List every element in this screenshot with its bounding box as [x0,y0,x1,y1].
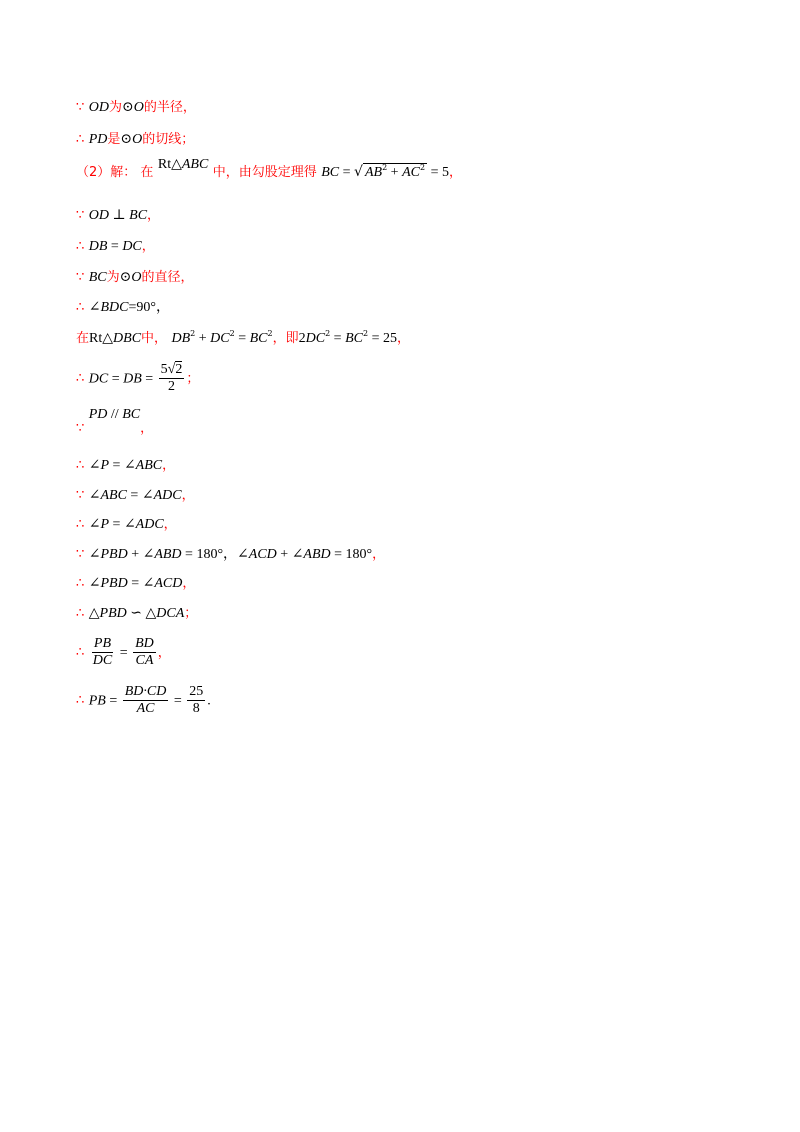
angle-icon: ∠ [141,488,154,503]
exponent: 2 [419,163,426,172]
fraction [123,684,169,717]
text-wei: 为 [106,270,120,285]
comma: ， [448,165,462,180]
part-2-label: （2）解： 在 [76,165,154,180]
therefore-symbol: ∴ [76,644,85,660]
proof-line-1 [76,98,196,117]
comma: ， [140,421,154,436]
segment-db: DB [123,371,142,387]
coefficient: 2 [298,331,306,346]
proof-line-4 [76,206,160,225]
angle-icon: ∠ [142,576,155,591]
segment-db: DB [88,239,108,254]
circle-icon: ⊙ [120,132,133,147]
proof-line-16 [76,604,197,623]
angle-abd: ABD [303,547,331,562]
segment-bc: BC [122,407,141,422]
fraction-numerator: BD [135,636,154,651]
fraction-numerator: BD·CD [124,684,167,699]
segment-db: DB [171,331,191,346]
circle-name: O [132,132,143,147]
segment-bc: BC [129,208,148,223]
circle-name: O [133,100,144,115]
segment-pb: PB [88,693,106,709]
fraction-denominator: DC [92,653,113,668]
fraction-denominator: CA [135,653,154,668]
equals-sign: = [116,645,132,661]
triangle-icon: △ [145,606,157,621]
proof-line-5 [76,237,155,256]
angle-p: P [100,458,110,473]
semicolon: ； [184,606,198,621]
equals-sign: = [107,239,123,254]
rt-label: Rt [89,331,103,346]
angle-icon: ∠ [291,547,304,562]
circle-icon: ⊙ [121,100,134,115]
segment-bc: BC [345,331,363,346]
text-tangent: 的切线； [142,132,195,147]
proof-line-10 [76,405,154,436]
plus-sign: + [387,165,403,180]
text-ji: ，即 [272,331,299,346]
angle-adc: ADC [135,517,164,532]
equals-sign: = [141,371,157,387]
angle-abd: ABD [154,547,182,562]
segment-ab: AB [364,165,383,180]
angle-abc: ABC [135,458,163,473]
because-symbol: ∵ [76,208,85,223]
because-symbol: ∵ [76,421,85,436]
angle-pbd: PBD [100,547,128,562]
fraction-denominator: AC [136,701,155,716]
equals-sign: = [339,165,355,180]
segment-pd: PD [88,132,108,147]
comma: ， [162,458,176,473]
therefore-symbol: ∴ [76,517,85,532]
fraction: $\frac{5√2}{2}$ [160,362,183,394]
text-pythagoras: 中，由勾股定理得 [212,165,317,180]
segment-dc: DC [305,331,326,346]
comma: ， [157,645,171,661]
proof-line-14 [76,545,385,564]
plus-sign: + [127,547,143,562]
equals-sign: = [170,693,186,709]
proof-line-8 [76,329,410,348]
proof-line-3 [76,157,462,182]
triangle-icon: △ [88,606,100,621]
segment-pd: PD [88,407,108,422]
proof-line-9 [76,362,199,395]
angle-p: P [100,517,110,532]
angle-icon: ∠ [88,458,101,473]
text-diameter: 的直径， [141,270,194,285]
angle-icon: ∠ [88,517,101,532]
circle-icon: ⊙ [119,270,132,285]
angle-acd: ACD [154,576,183,591]
angle-value: =90°， [128,300,170,315]
because-symbol: ∵ [76,100,85,115]
angle-icon: ∠ [142,547,155,562]
equals-sign: = [105,693,121,709]
fraction [133,636,156,669]
perpendicular-icon: ⊥ [108,208,130,223]
angle-icon: ∠ [123,517,136,532]
equals-sign: = [234,331,250,346]
radicand: 2 [175,362,183,377]
segment-bc: BC [321,165,340,180]
fraction [91,636,114,669]
therefore-symbol: ∴ [76,370,85,386]
proof-line-2 [76,130,194,149]
equals-sign: = [108,371,124,387]
angle-acd: ACD [248,547,277,562]
fraction-numerator: PB [93,636,112,651]
therefore-symbol: ∴ [76,606,85,621]
exponent: 2 [362,329,369,338]
angle-icon: ∠ [88,488,101,503]
because-symbol: ∵ [76,488,85,503]
angle-icon: ∠ [123,458,136,473]
comma: ， [372,547,386,562]
angle-bdc: BDC [100,300,129,315]
fraction-numerator: 5 [160,362,168,377]
angle-icon: ∠ [237,547,249,562]
triangle-dca: DCA [156,606,185,621]
equals-sign: = [109,517,124,532]
sqrt-expression: √ $AB^2 + AC^2$ [354,163,426,180]
equals-sign: = [109,458,124,473]
angle-icon: ∠ [88,547,101,562]
proof-line-17 [76,636,171,669]
text-wei: 为 [108,100,122,115]
therefore-symbol: ∴ [76,458,85,473]
equals-sign: = [330,331,346,346]
therefore-symbol: ∴ [76,576,85,591]
text-radius: 的半径， [143,100,196,115]
triangle-pbd: PBD [99,606,127,621]
angle-sum: = 180° [330,547,373,562]
semicolon: ； [186,371,200,387]
period: . [207,693,211,709]
angle-pbd: PBD [100,576,128,591]
therefore-symbol: ∴ [76,132,85,147]
angle-abc: ABC [100,488,127,503]
triangle-dbc: DBC [113,331,142,346]
exponent: 2 [190,329,196,338]
fraction-numerator: 25 [189,684,204,699]
fraction-denominator: 8 [192,701,200,716]
proof-line-6 [76,268,194,287]
proof-line-11 [76,456,175,475]
because-symbol: ∵ [76,547,85,562]
therefore-symbol: ∴ [76,300,85,315]
comma: ， [147,208,161,223]
text-zhong: 中， [141,331,168,346]
triangle-icon: △ [171,157,182,172]
segment-dc: DC [122,239,142,254]
exponent: 2 [267,329,273,338]
proof-line-13 [76,515,177,534]
segment-ac: AC [402,165,420,180]
comma: ， [181,488,195,503]
rt-label: Rt [157,157,172,172]
exponent: 2 [325,329,331,338]
triangle-abc: ABC [181,157,209,172]
circle-name: O [131,270,142,285]
fraction [187,684,205,717]
because-symbol: ∵ [76,270,85,285]
segment-od: OD [88,208,109,223]
segment-od: OD [88,100,109,115]
similar-icon: ∽ [126,606,146,621]
plus-sign: + [276,547,292,562]
proof-line-18 [76,684,211,717]
comma: ， [163,517,177,532]
proof-line-12 [76,486,195,505]
comma: ， [141,239,155,254]
comma: ， [396,331,410,346]
result-value: = 25 [368,331,397,346]
exponent: 2 [229,329,235,338]
comma: ， [182,576,196,591]
exponent: 2 [382,163,388,172]
plus-sign: + [195,331,211,346]
proof-line-7 [76,298,170,317]
therefore-symbol: ∴ [76,239,85,254]
therefore-symbol: ∴ [76,692,85,708]
text-shi: 是 [107,132,121,147]
angle-sum: = 180°， [181,547,238,562]
text-zai: 在 [76,331,90,346]
segment-dc: DC [210,331,230,346]
parallel-icon: // [107,407,123,422]
segment-dc: DC [88,371,109,387]
angle-icon: ∠ [88,300,101,315]
fraction-denominator: 2 [168,379,176,394]
segment-bc: BC [88,270,107,285]
result-value: = 5 [427,165,449,180]
triangle-icon: △ [102,331,114,346]
equals-sign: = [126,488,142,503]
equals-sign: = [127,576,143,591]
proof-line-15 [76,574,195,593]
angle-adc: ADC [153,488,182,503]
segment-bc: BC [249,331,268,346]
angle-icon: ∠ [88,576,101,591]
